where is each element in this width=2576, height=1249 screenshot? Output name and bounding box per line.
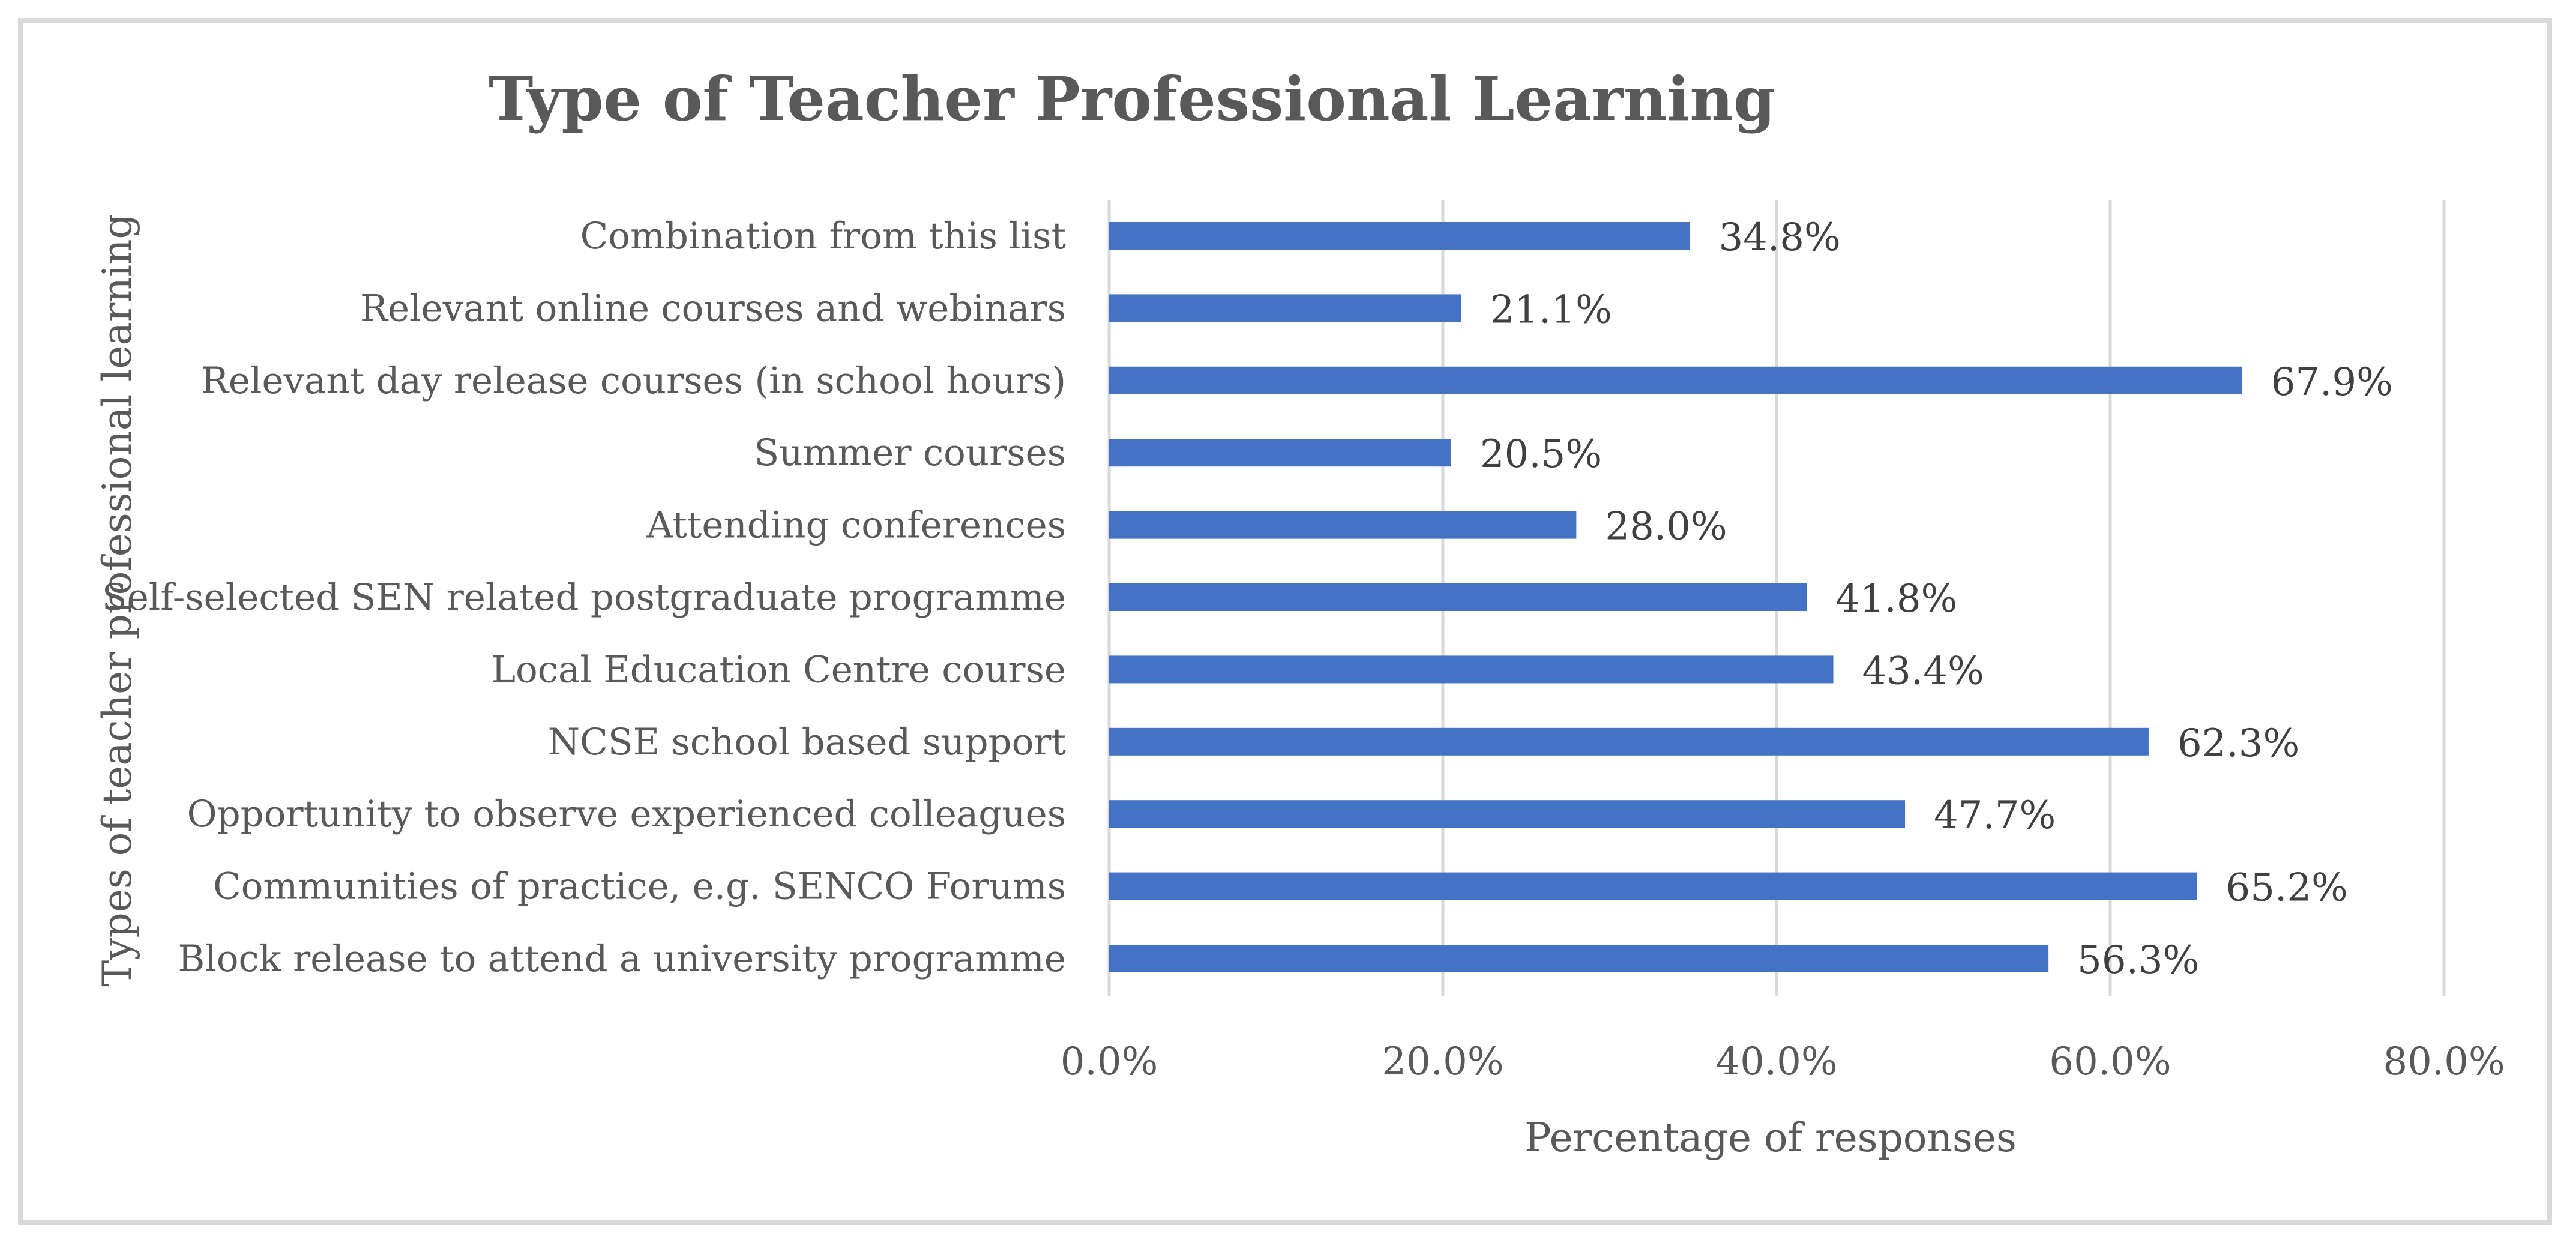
- data-label: 41.8%: [1835, 577, 1958, 621]
- bar: [1109, 728, 2149, 756]
- category-label: Opportunity to observe experienced colleagues: [187, 793, 1066, 836]
- category-labels: [102, 215, 1067, 980]
- category-label: Self-selected SEN related postgraduate programme: [101, 576, 1066, 619]
- bars: [1109, 222, 2242, 972]
- bar: [1109, 655, 1834, 683]
- x-axis-title: Percentage of responses: [1524, 1115, 2017, 1161]
- category-label: Summer courses: [754, 432, 1066, 475]
- bar: [1109, 583, 1807, 611]
- bar: [1109, 800, 1905, 828]
- category-label: Relevant online courses and webinars: [360, 287, 1066, 330]
- x-tick-label: 60.0%: [2049, 1040, 2171, 1084]
- chart-title: Type of Teacher Professional Learning: [488, 64, 1776, 134]
- bar: [1109, 511, 1576, 539]
- category-label: Local Education Centre course: [491, 648, 1066, 691]
- x-tick-label: 20.0%: [1382, 1040, 1504, 1084]
- category-label: Relevant day release courses (in school hours): [200, 359, 1066, 402]
- data-label: 20.5%: [1479, 432, 1602, 477]
- data-label: 43.4%: [1862, 649, 1984, 694]
- bar: [1109, 367, 2242, 394]
- data-label: 47.7%: [1934, 793, 2056, 838]
- category-label: Communities of practice, e.g. SENCO Forums: [213, 865, 1066, 908]
- bar: [1109, 945, 2048, 972]
- y-axis-title: Types of teacher professional learning: [94, 214, 140, 987]
- category-label: Attending conferences: [646, 504, 1066, 547]
- bar: [1109, 439, 1451, 466]
- x-tick-labels: [1061, 1040, 2505, 1084]
- category-label: NCSE school based support: [547, 720, 1066, 763]
- x-tick-label: 0.0%: [1060, 1040, 1158, 1084]
- category-label: Block release to attend a university programme: [178, 938, 1066, 980]
- data-label: 65.2%: [2225, 865, 2348, 910]
- data-label: 67.9%: [2271, 360, 2393, 405]
- x-tick-label: 40.0%: [1715, 1040, 1838, 1084]
- data-label: 62.3%: [2177, 721, 2300, 766]
- bar: [1109, 222, 1690, 250]
- x-tick-label: 80.0%: [2383, 1040, 2505, 1084]
- bar: [1109, 294, 1461, 322]
- bar: [1109, 873, 2197, 900]
- data-label: 21.1%: [1490, 287, 1612, 333]
- data-label: 34.8%: [1718, 215, 1841, 260]
- category-label: Combination from this list: [580, 215, 1066, 257]
- data-label: 28.0%: [1605, 504, 1727, 549]
- data-label: 56.3%: [2077, 938, 2200, 983]
